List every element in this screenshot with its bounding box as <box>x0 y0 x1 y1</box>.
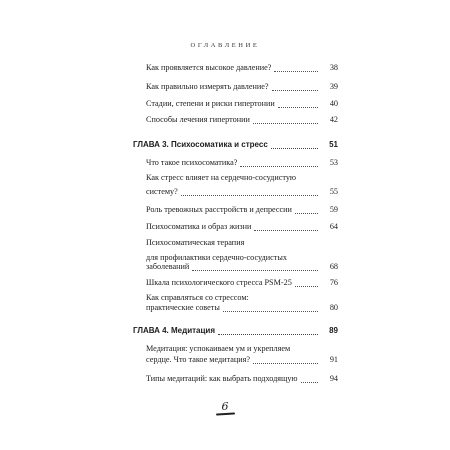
page-footer <box>0 395 450 414</box>
toc-entry <box>146 354 338 367</box>
dot-leader <box>223 311 318 312</box>
page-number-text: 6 <box>221 400 229 413</box>
dot-leader <box>295 213 318 214</box>
toc-chapter-title: ГЛАВА 3. Психосоматика и стресс <box>133 140 268 149</box>
toc-entry-page: 91 <box>329 355 338 364</box>
toc-entry-page: 40 <box>329 99 338 108</box>
dot-leader <box>240 166 318 167</box>
toc-entry <box>146 221 338 234</box>
toc-entry-second-line: для профилактики сердечно-сосудистых <box>146 253 287 262</box>
toc-entry <box>146 302 338 315</box>
dot-leader <box>272 90 318 91</box>
dot-leader <box>218 334 318 335</box>
toc-entry-page: 68 <box>329 262 338 271</box>
dot-leader <box>295 286 318 287</box>
toc-entry <box>146 204 338 217</box>
dot-leader <box>253 363 318 364</box>
toc-entry <box>146 261 338 274</box>
toc-entry-title: Психосоматика и образ жизни <box>146 222 252 231</box>
toc-entry <box>146 114 338 127</box>
toc-entry-title: Как правильно измерять давление? <box>146 82 269 91</box>
toc-entry-page: 42 <box>329 115 338 124</box>
toc-entry-title-continuation: практические советы <box>146 303 220 312</box>
toc-entry-page: 94 <box>329 374 338 383</box>
dot-leader <box>274 71 318 72</box>
dot-leader <box>278 107 318 108</box>
toc-entry-page: 53 <box>329 158 338 167</box>
toc-entry-title: Шкала психологического стресса PSM-25 <box>146 278 292 287</box>
toc-entry-page: 38 <box>329 63 338 72</box>
toc-entry <box>146 277 338 290</box>
toc-entry <box>146 62 338 75</box>
toc-entry-title-continuation: систему? <box>146 187 178 196</box>
toc-entry-page: 39 <box>329 82 338 91</box>
dot-leader <box>271 148 318 149</box>
toc-entry-title: Стадии, степени и риски гипертонии <box>146 99 275 108</box>
toc-chapter-page: 89 <box>329 326 338 335</box>
dot-leader <box>253 123 318 124</box>
toc-entry-page: 64 <box>329 222 338 231</box>
toc-entry-title-continuation: сердце. Что такое медитация? <box>146 355 251 364</box>
toc-entry-title: Что такое психосоматика? <box>146 158 238 167</box>
toc-chapter-entry <box>133 139 338 152</box>
toc-entry-first-line: Как стресс влияет на сердечно-сосудистую <box>146 173 297 182</box>
page-number <box>222 400 229 413</box>
toc-entry-page: 55 <box>329 187 338 196</box>
toc-entry-title: Как проявляется высокое давление? <box>146 63 272 72</box>
toc-entry-title: Типы медитаций: как выбрать подходящую <box>146 374 298 383</box>
toc-entry-title: Способы лечения гипертонии <box>146 115 250 124</box>
toc-entry-page: 59 <box>329 205 338 214</box>
toc-chapter-page: 51 <box>329 140 338 149</box>
toc-chapter-title: ГЛАВА 4. Медитация <box>133 326 215 335</box>
toc-entry-page: 80 <box>329 303 338 312</box>
dot-leader <box>181 195 318 196</box>
dot-leader <box>192 270 318 271</box>
toc-entry-title: Роль тревожных расстройств и депрессии <box>146 205 292 214</box>
toc-entry-first-line: Психосоматическая терапия <box>146 238 245 247</box>
running-head: ОГЛАВЛЕНИЕ <box>190 42 260 49</box>
toc-entry-first-line: Медитация: успокаиваем ум и укрепляем <box>146 344 291 353</box>
dot-leader <box>301 382 318 383</box>
toc-entry <box>146 81 338 94</box>
toc-entry-page: 76 <box>329 278 338 287</box>
dot-leader <box>254 230 318 231</box>
handwritten-underline <box>215 413 234 416</box>
toc-entry <box>146 373 338 386</box>
toc-entry <box>146 186 338 199</box>
toc-entry <box>146 98 338 111</box>
toc-chapter-entry <box>133 325 338 338</box>
toc-entry-title-continuation: заболеваний <box>146 262 190 271</box>
toc-entry <box>146 157 338 170</box>
toc-entry-first-line: Как справляться со стрессом: <box>146 293 249 302</box>
